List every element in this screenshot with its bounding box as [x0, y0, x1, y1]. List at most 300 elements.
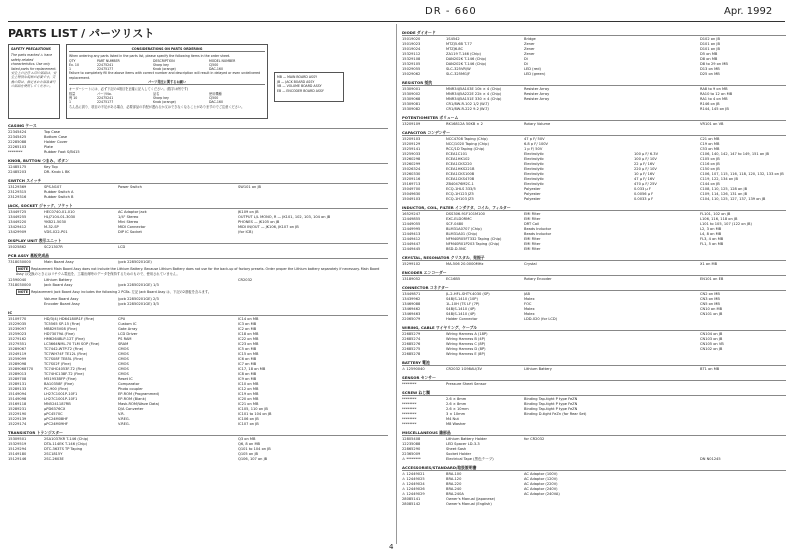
- table-cell: [634, 457, 700, 462]
- table-cell: 15259023: [8, 331, 27, 336]
- table-cell: D13 on MB: [700, 67, 720, 71]
- parts-section: [402, 80, 786, 112]
- table-cell: Di: [524, 57, 528, 61]
- table-cell: Lithium Battery Holder: [446, 437, 487, 441]
- table-cell: ECEA1CKS470B: [446, 177, 475, 181]
- table-cell: MNR34J5A103E 10k × 4 (Chip): [446, 87, 502, 91]
- table-cell: DTC-363TS TP Taping: [44, 446, 83, 451]
- table-cell: DAN202K T-146 (Chip): [446, 57, 487, 61]
- table-cell: Electrolytic: [524, 182, 544, 186]
- table-cell: [118, 170, 238, 175]
- ic-section: [8, 310, 388, 427]
- table-cell: NCC4708 Taping (Chip): [446, 137, 488, 141]
- table-cell: FL3, 4 on MB: [700, 237, 724, 241]
- table-cell: 15260330: [402, 172, 421, 176]
- table-cell: C108, 110, 125, 128 on JB: [700, 187, 748, 191]
- table-cell: 13209109: [402, 122, 421, 126]
- table-cell: D101 on JB: [700, 47, 720, 51]
- table-cell: RA8 to 9 on MB: [700, 87, 728, 91]
- table-cell: 15260298: [402, 157, 421, 161]
- table-cell: 15299102: [402, 262, 421, 266]
- table-cell: for CR2032: [524, 437, 545, 441]
- table-cell: NCC/1020 Taping (Chip): [446, 142, 489, 146]
- table-cell: Owner's Manual (Japanese): [446, 497, 496, 501]
- table-cell: 13449255: [8, 215, 27, 219]
- table-cell: 15129294: [8, 446, 27, 451]
- table-cell: Q105 on JB: [238, 451, 258, 456]
- table-cell: V.REG.: [118, 416, 130, 421]
- section-title: DIODE ダイオード: [402, 30, 786, 36]
- section-title: SENSOR センサー: [402, 375, 786, 381]
- table-cell: 15260299: [402, 162, 421, 166]
- table-cell: [700, 422, 786, 427]
- right-column: [402, 27, 786, 544]
- parts-section: [402, 375, 786, 387]
- table-cell: 15289231: [8, 406, 27, 411]
- table-cell: IC23 on MB: [238, 341, 259, 346]
- table-cell: D/A Converter: [118, 406, 144, 411]
- table-cell: LH27C1001P-10F1: [44, 391, 78, 396]
- ordering-title-jp: パーツ発注に関するお願い: [69, 80, 265, 85]
- table-cell: D5 on MB: [700, 52, 718, 56]
- parts-section: [402, 115, 786, 127]
- pcb-section: [8, 253, 388, 307]
- table-cell: 470 μ F/ 25V: [634, 182, 657, 186]
- table-cell: SC21307R: [44, 245, 63, 249]
- table-cell: SW101 on JB: [238, 185, 261, 189]
- table-cell: 7318030000: [8, 283, 31, 287]
- table-cell: 12805408: [402, 437, 421, 441]
- table-cell: 22345424: [8, 130, 27, 134]
- table-cell: LH27C1001P-10F1: [44, 396, 78, 401]
- table-cell: HD/3(4) HD64180R1F (Fine): [44, 316, 95, 321]
- table-cell: ECEA1HKS221B: [446, 167, 475, 171]
- table-cell: [634, 107, 700, 112]
- table-cell: CN5 on MB: [700, 302, 720, 306]
- table-cell: ZB40476M2C-1: [446, 182, 474, 186]
- table-cell: Rubber Foot S/B415: [44, 150, 80, 154]
- table-cell: NFM40R05FT332 Taping (Chip): [446, 237, 502, 241]
- table-cell: FL1, 5 on MB: [700, 242, 724, 246]
- table-cell: C150 on JB: [700, 167, 720, 171]
- table-cell: X1 on MB: [700, 262, 718, 266]
- table-cell: 13469463: [402, 312, 421, 316]
- table-cell: 13449725: [8, 210, 27, 214]
- table-cell: V.R.: [118, 411, 125, 416]
- table-cell: IC105, 110 on JB: [238, 406, 268, 411]
- table-cell: [238, 245, 388, 250]
- table-cell: BLM31A0707 (Chip): [446, 227, 482, 231]
- table-row: [8, 195, 388, 200]
- table-cell: Q3 on MB: [238, 436, 256, 441]
- table-cell: CN2 on MB: [700, 292, 720, 296]
- table-cell: Bridge: [524, 37, 536, 41]
- table-cell: 12449413: [402, 232, 421, 236]
- table-cell: 15229139: [8, 416, 27, 421]
- section-title: SCREW ねじ類: [402, 390, 786, 396]
- table-cell: 2.6 × 8mm: [446, 402, 467, 406]
- table-row: [402, 457, 786, 462]
- table-cell: Di: [524, 62, 528, 66]
- ordering-example-1: Ex. 10 22475241 Sharp key CJ500: [69, 62, 219, 67]
- table-cell: EN101 on EB: [700, 277, 724, 281]
- ordering-considerations-box: [66, 44, 268, 119]
- table-cell: D8 to 29 on MB: [700, 62, 728, 66]
- table-cell: EMI Filter: [524, 247, 541, 251]
- section-title: SWITCH スイッチ: [8, 178, 388, 184]
- table-cell: MIDI IN/OUT — JK106, JK107 on JB: [238, 225, 299, 229]
- table-cell: Encoder Board Assy: [44, 301, 80, 306]
- table-cell: Key Top: [44, 165, 58, 169]
- table-cell: JK109 on JB: [238, 210, 259, 214]
- section-title: PCB ASSY 基板完成品: [8, 253, 388, 259]
- table-cell: 15259033: [402, 152, 421, 156]
- table-cell: IC15 on MB: [238, 351, 259, 356]
- table-cell: 1S4542: [446, 37, 460, 41]
- table-cell: Sheet Sash: [446, 447, 467, 451]
- table-cell: 2SC1815Y: [44, 451, 63, 456]
- table-cell: Binding Tap-tight P type FeZN: [524, 397, 578, 401]
- legend-item: VB — VOLUME BOARD ASSY: [277, 84, 322, 89]
- table-cell: 22065079: [402, 317, 421, 321]
- table-cell: Electrolytic: [524, 167, 544, 171]
- table-cell: 7318030000: [8, 260, 31, 264]
- table-cell: Electrolytic: [524, 152, 544, 156]
- table-row: [8, 283, 388, 288]
- table-cell: [634, 317, 700, 322]
- table-cell: 23129316: [8, 195, 27, 199]
- table-cell: (for ICB): [238, 230, 253, 234]
- table-cell: Polyester: [524, 187, 541, 191]
- table-cell: 13449871: [402, 292, 421, 296]
- table-cell: EMI Filter: [524, 212, 541, 216]
- table-cell: 15329112: [402, 52, 421, 56]
- parts-section: [8, 238, 388, 250]
- table-cell: RCC/1D Taping (Chip): [446, 147, 485, 151]
- table-cell: R146 on JB: [700, 102, 720, 106]
- table-cell: ECEA1C101: [446, 152, 468, 156]
- safety-precautions-box: [8, 44, 60, 119]
- table-cell: 0.0033 μ F: [634, 197, 654, 201]
- table-cell: HEC0740-01-010: [44, 210, 75, 214]
- table-cell: 15149094: [8, 391, 27, 396]
- table-row: [8, 245, 388, 250]
- table-cell: ********: [402, 412, 417, 416]
- pcb-rows-2: [8, 278, 388, 288]
- table-cell: [634, 382, 700, 387]
- left-parts-sections: [8, 123, 388, 250]
- table-cell: Pressure Sheet Sensor: [446, 382, 487, 386]
- table-cell: (pcb 22850201GE) 1/3: [118, 283, 159, 287]
- table-cell: Holder Connector: [446, 317, 478, 321]
- table-cell: EMI Filter: [524, 242, 541, 246]
- table-cell: 28085142: [402, 502, 421, 506]
- ordering-columns-jp: 数量 パーツNo. 品名 使用機種: [69, 91, 222, 96]
- table-cell: 15309501: [8, 436, 27, 441]
- table-cell: ⚠ 12449024: [402, 482, 425, 486]
- table-cell: (pcb 22850201GE): [118, 260, 152, 264]
- table-cell: [238, 302, 388, 307]
- table-cell: 22345425: [8, 135, 27, 139]
- parts-section: [402, 325, 786, 357]
- table-cell: 13469088: [402, 302, 421, 306]
- parts-section: [402, 430, 786, 462]
- table-cell: ECQ-1H103 JZ5: [446, 197, 474, 201]
- table-cell: S4B(S-1410 (10P): [446, 297, 478, 301]
- issue-date: Apr. 1992: [724, 6, 773, 17]
- table-cell: TC7S08F TE85L (Fine): [44, 356, 84, 361]
- table-cell: TC74HC4053F-T2 (Fine): [44, 366, 87, 371]
- table-cell: YKB21-5030: [44, 220, 67, 224]
- table-cell: 12235088: [402, 442, 421, 446]
- table-cell: BRA-120: [446, 477, 462, 481]
- table-cell: BRA-220: [446, 482, 462, 486]
- table-cell: Owner's Manual (English): [446, 502, 492, 506]
- table-cell: DIP IC Socket: [118, 230, 142, 234]
- table-cell: Power Switch: [118, 185, 142, 189]
- table-cell: 15289131: [8, 381, 27, 386]
- table-cell: [238, 150, 388, 155]
- table-cell: S4B(S-1410 (4P): [446, 307, 476, 311]
- table-row: [402, 247, 786, 252]
- table-cell: C21 on MB: [700, 137, 720, 141]
- page-number: 4: [389, 543, 394, 551]
- table-cell: 6.8 p F/ 100V: [524, 142, 549, 146]
- table-cell: C106, 140, 142, 147 to 149, 151 on JB: [700, 152, 769, 156]
- table-cell: Wiring Harness B (4P): [446, 337, 486, 341]
- table-row: [8, 170, 388, 175]
- table-cell: 15049103: [402, 197, 421, 201]
- table-cell: Beads Inductor: [524, 232, 552, 236]
- table-cell: MTZJ5.6B T-77: [446, 42, 472, 46]
- battery-note: NOTE Replacement Main Board Assy does not include the Lithium Battery. Because Lithium Battery does not use for the back-up of factory presets. Order proper the Lithium battery separately if necessary. Main Board Assy は交換のときにはリチウム電池を、工場出荷時のデータを保持するためのもので、使用されていません。: [16, 267, 380, 276]
- table-cell: [634, 367, 700, 372]
- table-cell: 15019024: [402, 47, 421, 51]
- table-cell: Zener: [524, 47, 535, 51]
- table-cell: IC5 on MB: [238, 346, 257, 351]
- table-cell: Bottom Case: [44, 135, 68, 139]
- table-cell: DTA-114EK T-146 (Chip): [44, 441, 88, 446]
- table-cell: 22685276: [402, 342, 421, 346]
- ordering-example-jp-2: 1 22475177 Knob (orange) DAC-160: [69, 100, 223, 105]
- table-cell: 100 μ F/ 10V: [634, 157, 657, 161]
- table-cell: PC-900 (Fine): [44, 386, 69, 391]
- section-title: MISCELLANEOUS 雑部品: [402, 430, 786, 436]
- table-row: [8, 422, 388, 427]
- table-cell: C19 on MB: [700, 142, 720, 146]
- table-cell: LCD Driver: [118, 331, 138, 336]
- table-row: [402, 317, 786, 322]
- table-cell: CN101 on JB: [700, 312, 723, 316]
- table-cell: BSD-D-5NC: [446, 247, 467, 251]
- table-cell: CMOS: [118, 346, 129, 351]
- table-cell: C53 on MB: [700, 147, 720, 151]
- table-cell: IC6 on MB: [238, 356, 257, 361]
- table-cell: Q6, 8 on MB: [238, 441, 261, 446]
- section-title: JACK, SOCKET ジャック、ソケット: [8, 203, 388, 209]
- table-cell: BT1 on MB: [700, 367, 720, 371]
- table-cell: CMOS: [118, 356, 129, 361]
- table-cell: 0.0056 μ F: [634, 192, 654, 196]
- table-cell: 15169118: [8, 401, 27, 406]
- table-cell: IC10 on MB: [238, 381, 259, 386]
- table-cell: Binding Tap-tight P type FeZN: [524, 402, 578, 406]
- section-title: INDUCTOR, COIL, FILTER インダクタ、コイル、フィルター: [402, 205, 786, 211]
- legend-item: JB — JACK BOARD ASSY: [277, 79, 315, 84]
- table-cell: [524, 352, 634, 357]
- table-cell: Beads Inductor: [524, 227, 552, 231]
- table-cell: 47 μ F/ 16V: [634, 177, 655, 181]
- table-cell: 15329108: [402, 57, 421, 61]
- table-cell: ********: [402, 397, 417, 401]
- table-cell: Main Board Assy: [44, 260, 74, 264]
- table-cell: [524, 382, 634, 387]
- table-cell: 15029055: [402, 67, 421, 71]
- table-cell: IC17, 18 on MB: [238, 366, 266, 371]
- table-cell: L106, 116, 118 on JB: [700, 217, 738, 221]
- table-cell: PS RAM: [118, 336, 132, 341]
- legend-item: MB — MAIN BOARD ASSY: [277, 75, 318, 79]
- table-cell: ********: [402, 417, 417, 421]
- table-cell: Comparator: [118, 381, 140, 386]
- table-cell: HLJ7104-01-3030: [44, 215, 76, 219]
- table-cell: [700, 502, 786, 507]
- table-cell: (pcb 22850201GE) 3/3: [118, 301, 159, 306]
- table-cell: SPS-N107: [44, 185, 62, 189]
- section-title: CRYSTAL, RESONATOR クリスタル、発振子: [402, 255, 786, 261]
- table-cell: C106, 107, 115, 116, 118, 120, 132, 133 on JB: [700, 172, 784, 176]
- table-cell: Rotary Volume: [524, 122, 551, 126]
- table-cell: EXC-ELD0RMC: [446, 217, 472, 221]
- table-cell: 15149180: [8, 451, 27, 456]
- table-cell: JL-2-HFL-SHTY-4030 (SP): [446, 292, 490, 296]
- table-cell: 0.033 μ F: [634, 187, 651, 191]
- table-cell: TC74HC138F-T2 (Fine): [44, 371, 84, 376]
- table-cell: LC3664NML-70 TLM SOP (Fine): [44, 341, 100, 346]
- table-cell: M51953BFP (Fine): [44, 376, 77, 381]
- pcb-rows: [8, 260, 388, 265]
- table-cell: LCD: [118, 245, 126, 249]
- table-cell: ⚠ 12590040: [402, 367, 425, 371]
- table-cell: 13129369: [8, 185, 27, 189]
- table-cell: PHONES — JK105 on JB: [238, 220, 280, 224]
- table-cell: 15289068770: [8, 366, 34, 371]
- table-cell: Photo coupler: [118, 386, 143, 391]
- table-cell: RA10 to 12 on MB: [700, 92, 733, 96]
- table-row: [402, 262, 786, 267]
- table-cell: ⚠ 12449021: [402, 472, 425, 476]
- table-cell: Lithium Battery: [524, 367, 552, 371]
- table-cell: IC2 on MB: [238, 326, 257, 331]
- table-cell: FOC: [524, 302, 532, 306]
- table-cell: [634, 72, 700, 77]
- notice-boxes: [8, 44, 388, 119]
- table-cell: CMOS: [118, 361, 129, 366]
- left-column: [8, 27, 388, 544]
- table-cell: 22685279: [402, 332, 421, 336]
- table-cell: D101 on JB: [700, 42, 720, 46]
- table-row: [402, 107, 786, 112]
- col-qty: QTY: [69, 58, 76, 63]
- table-cell: Holder Cover: [44, 140, 68, 144]
- table-cell: Resister Array: [524, 97, 550, 101]
- table-cell: CR1/8W-R-102 1/2 JW-TJ: [446, 102, 489, 106]
- table-cell: [700, 352, 786, 357]
- page-title: PARTS LIST / パーツリスト: [8, 27, 155, 40]
- table-cell: 1/4" Stereo: [118, 215, 139, 219]
- table-cell: Reset IC: [118, 376, 133, 381]
- table-cell: 22 μ F/ 16V: [634, 162, 655, 166]
- section-title: IC: [8, 310, 388, 316]
- table-cell: 12449855: [402, 217, 421, 221]
- table-cell: 15289067: [8, 346, 27, 351]
- section-title: ENCODER エンコーダー: [402, 270, 786, 276]
- table-cell: 22365009: [402, 452, 421, 456]
- table-cell: 15309081: [402, 102, 421, 106]
- table-cell: Custom IC: [118, 321, 137, 326]
- table-cell: 22685278: [402, 352, 421, 356]
- board-legend: [274, 72, 344, 102]
- table-cell: M-32-SP: [44, 225, 59, 229]
- pcb-rows-3: [8, 297, 388, 307]
- table-cell: BRA-240: [446, 487, 462, 491]
- table-cell: 15019023: [402, 42, 421, 46]
- table-cell: Resister Array: [524, 87, 550, 91]
- table-cell: IC3 on MB: [238, 321, 257, 326]
- ordering-title: CONSIDERATIONS ON PARTS ORDERING: [69, 47, 265, 52]
- table-cell: 13189052: [402, 277, 421, 281]
- table-cell: [700, 247, 786, 252]
- table-cell: BA10358F (Fine): [44, 381, 74, 386]
- section-title: KNOB, BUTTON つまみ、ボタン: [8, 158, 388, 164]
- table-cell: 15209116: [402, 177, 421, 181]
- table-cell: MA-506 20.0000MHz: [446, 262, 484, 266]
- table-cell: [8, 302, 44, 307]
- table-cell: CMOS: [118, 351, 129, 356]
- table-cell: 12485175: [8, 165, 27, 169]
- table-cell: IC14 on MB: [238, 316, 259, 321]
- table-cell: 3 × 10mm: [446, 412, 466, 416]
- table-cell: ECEA1CKS100B: [446, 172, 475, 176]
- table-cell: LED (red): [524, 67, 541, 71]
- table-cell: MB8293V08 (Fine): [44, 326, 77, 331]
- table-cell: 15029062: [402, 72, 421, 76]
- table-cell: 15309001: [402, 87, 421, 91]
- right-parts-sections: [402, 30, 786, 507]
- table-cell: ⚠ 12449029: [402, 492, 425, 496]
- table-cell: DRT Coil: [524, 222, 540, 226]
- table-cell: DR- Knob L BK: [44, 170, 70, 174]
- table-cell: C144 on JB: [700, 182, 720, 186]
- table-cell: AC Adaptor (120V): [524, 477, 558, 481]
- parts-section: [402, 130, 786, 202]
- table-cell: ********: [402, 407, 417, 411]
- parts-section: [402, 30, 786, 77]
- table-cell: Wiring Harness D (8P): [446, 347, 486, 351]
- table-cell: [238, 260, 388, 265]
- table-cell: BRA-100: [446, 472, 462, 476]
- table-cell: RK16812A 50KB × 2: [446, 122, 483, 126]
- table-cell: TC5565 SP-15 (Fine): [44, 321, 81, 326]
- table-cell: Polyester: [524, 192, 541, 196]
- col-model-number: MODEL NUMBER: [209, 58, 236, 63]
- table-cell: R144, 145 on JB: [700, 107, 729, 111]
- table-cell: IC106 on JB: [238, 416, 259, 421]
- table-cell: IC18 on MB: [238, 331, 259, 336]
- table-cell: 13429909: [8, 230, 27, 234]
- table-cell: IC107 on JB: [238, 421, 259, 426]
- table-cell: LDD-020 (for LCD): [524, 317, 558, 321]
